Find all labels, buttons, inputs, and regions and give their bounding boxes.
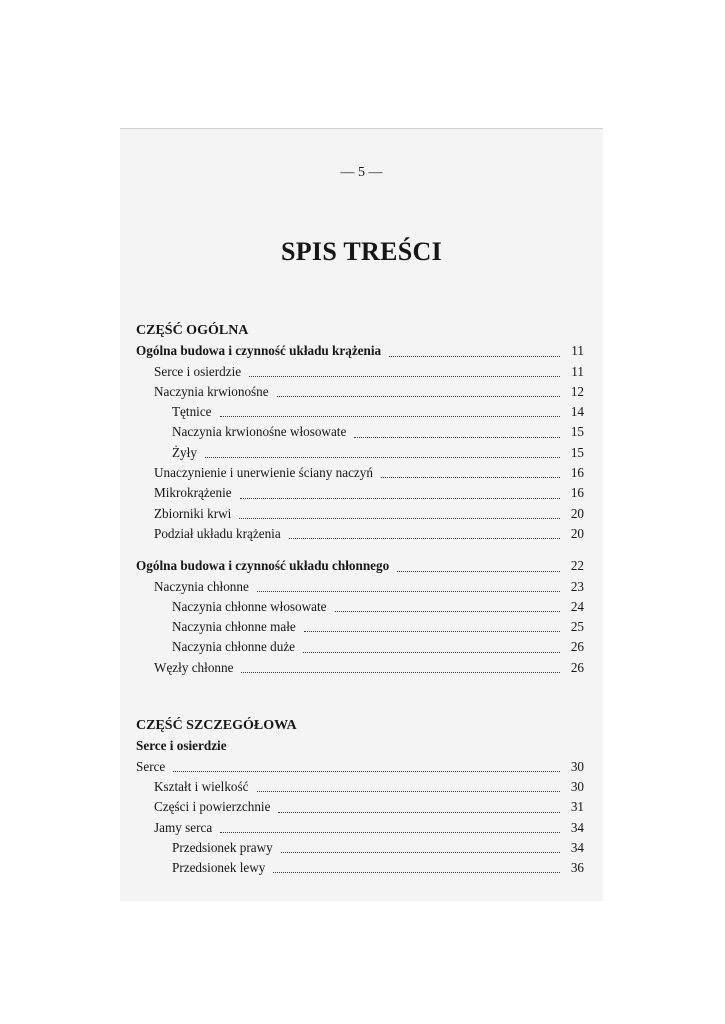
toc-part-heading <box>136 716 584 736</box>
toc-heading-label: CZĘŚĆ SZCZEGÓŁOWA <box>136 718 297 734</box>
toc-page-number: 34 <box>570 819 584 835</box>
toc-leader-dots <box>278 812 560 813</box>
toc-leader-dots <box>273 872 560 873</box>
toc-page-number: 20 <box>570 525 584 541</box>
toc-entry-label: Ogólna budowa i czynność układu chłonnego <box>136 558 390 574</box>
toc-entry <box>136 483 584 503</box>
toc-entry <box>136 658 584 678</box>
toc-leader-dots <box>239 518 560 519</box>
toc-entry-label: Mikrokrążenie <box>154 485 232 501</box>
toc-entry-label: Podział układu krążenia <box>154 525 281 541</box>
toc-entry-label: Ogólna budowa i czynność układu krążenia <box>136 343 382 359</box>
book-page <box>120 128 603 901</box>
toc-entry-label: Żyły <box>172 444 197 460</box>
toc-entry <box>136 463 584 483</box>
toc-page-number: 26 <box>570 639 584 655</box>
toc-page-number: 36 <box>570 860 584 876</box>
toc-entry-label: Serce i osierdzie <box>154 363 242 379</box>
toc-page-number: 15 <box>570 424 584 440</box>
toc-entry-label: Naczynia chłonne duże <box>172 639 296 655</box>
toc-page-number: 15 <box>570 444 584 460</box>
toc-page-number: 23 <box>570 578 584 594</box>
toc-entry-label: Tętnice <box>172 404 212 420</box>
toc-page-number: 14 <box>570 404 584 420</box>
toc-page-number: 16 <box>570 485 584 501</box>
toc-leader-dots <box>220 832 560 833</box>
toc-entry <box>136 504 584 524</box>
toc-leader-dots <box>205 457 560 458</box>
toc-leader-dots <box>354 437 560 438</box>
toc-leader-dots <box>220 416 560 417</box>
toc-page-number: 31 <box>570 799 584 815</box>
toc-leader-dots <box>257 591 560 592</box>
toc-page-number: 11 <box>571 343 584 359</box>
toc-entry <box>136 858 584 878</box>
toc-page-number: 22 <box>570 558 584 574</box>
toc-section-heading <box>136 736 584 756</box>
toc-leader-dots <box>303 652 560 653</box>
toc-entry-label: Naczynia chłonne małe <box>172 619 296 635</box>
toc-page-number: 11 <box>571 363 584 379</box>
toc-page-number: 26 <box>570 659 584 675</box>
toc-entry <box>136 838 584 858</box>
toc-entry <box>136 341 584 361</box>
toc-entry <box>136 402 584 422</box>
toc-entry-label: Naczynia chłonne <box>154 578 249 594</box>
page-title: SPIS TREŚCI <box>280 237 443 266</box>
toc-entry-label: Naczynia krwionośne <box>154 383 269 399</box>
toc-part-heading <box>136 321 584 341</box>
toc-entry <box>136 637 584 657</box>
toc-entry <box>136 597 584 617</box>
toc-page-number: 30 <box>570 758 584 774</box>
toc-page-number: 24 <box>570 598 584 614</box>
toc-entry-label: Jamy serca <box>154 819 213 835</box>
toc-entry <box>136 443 584 463</box>
toc-heading-label: Serce i osierdzie <box>136 738 227 754</box>
toc-leader-dots <box>173 771 560 772</box>
toc-entry <box>136 617 584 637</box>
toc-entry <box>136 382 584 402</box>
toc-leader-dots <box>281 852 560 853</box>
page-number: — 5 — <box>340 165 383 180</box>
toc-page-number: 20 <box>570 505 584 521</box>
toc-leader-dots <box>277 396 560 397</box>
toc-leader-dots <box>397 571 560 572</box>
toc-entry <box>136 362 584 382</box>
toc-entry <box>136 524 584 544</box>
toc-leader-dots <box>304 631 560 632</box>
toc-leader-dots <box>389 356 560 357</box>
toc-page-number: 25 <box>570 619 584 635</box>
toc-entry <box>136 757 584 777</box>
toc-spacer <box>136 678 584 716</box>
toc-entry-label: Części i powierzchnie <box>154 799 271 815</box>
toc-entry <box>136 422 584 442</box>
toc-entry-label: Przedsionek prawy <box>172 839 273 855</box>
toc-entry-label: Unaczynienie i unerwienie ściany naczyń <box>154 465 373 481</box>
toc-spacer <box>136 544 584 556</box>
toc-entry <box>136 777 584 797</box>
toc-entry <box>136 577 584 597</box>
toc-entry <box>136 797 584 817</box>
toc-page-number: 12 <box>570 383 584 399</box>
toc-entry <box>136 556 584 576</box>
toc-entry-label: Zbiorniki krwi <box>154 505 232 521</box>
toc-page-number: 34 <box>570 839 584 855</box>
toc-entry-label: Naczynia chłonne włosowate <box>172 598 327 614</box>
toc-leader-dots <box>381 477 560 478</box>
toc-page-number: 30 <box>570 778 584 794</box>
toc-entry-label: Serce <box>136 758 166 774</box>
toc-leader-dots <box>240 498 560 499</box>
toc-page-number: 16 <box>570 465 584 481</box>
toc-entry-label: Kształt i wielkość <box>154 778 249 794</box>
toc-entry-label: Węzły chłonne <box>154 659 234 675</box>
toc-heading-label: CZĘŚĆ OGÓLNA <box>136 323 249 338</box>
toc-entry-label: Naczynia krwionośne włosowate <box>172 424 347 440</box>
toc-entry-label: Przedsionek lewy <box>172 860 266 876</box>
toc-leader-dots <box>241 672 560 673</box>
toc-leader-dots <box>257 791 561 792</box>
toc-leader-dots <box>249 376 560 377</box>
table-of-contents <box>136 321 584 878</box>
toc-leader-dots <box>289 538 560 539</box>
toc-leader-dots <box>335 611 560 612</box>
toc-entry <box>136 818 584 838</box>
